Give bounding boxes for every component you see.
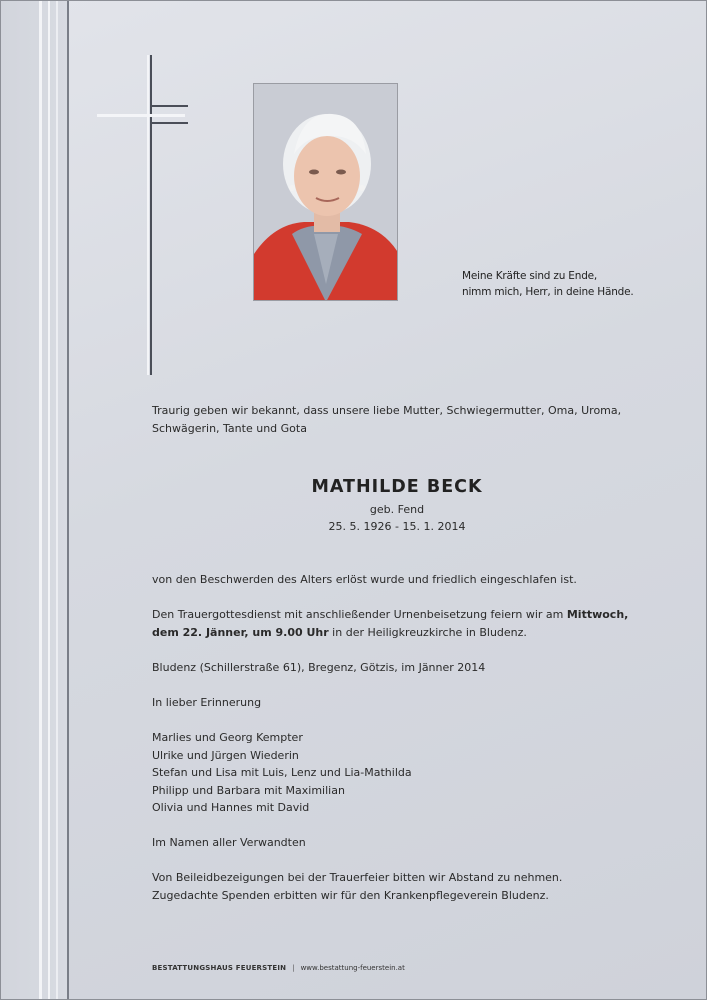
life-dates: 25. 5. 1926 - 15. 1. 2014 — [328, 520, 466, 533]
closing-text — [152, 869, 562, 904]
decorative-stripes — [1, 1, 69, 999]
service-text-part: Den Trauergottesdienst mit anschließender Urnenbeisetzung feiern wir am — [152, 608, 567, 621]
maiden-name: geb. Fend — [369, 503, 425, 516]
closing-line: Zugedachte Spenden erbitten wir für den Krankenpflegeverein Bludenz. — [152, 888, 549, 902]
list-item: Ulrike und Jürgen Wiederin — [152, 748, 299, 762]
stripe — [39, 1, 42, 999]
stripe — [48, 1, 50, 999]
verse — [462, 268, 634, 300]
intro-line: Schwägerin, Tante und Gota — [152, 421, 307, 435]
intro-line: Traurig geben wir bekannt, dass unsere liebe Mutter, Schwiegermutter, Oma, Uroma, — [152, 404, 622, 417]
passing-text: von den Beschwerden des Alters erlöst wurde und friedlich eingeschlafen ist. — [152, 573, 577, 586]
footer-separator: | — [292, 964, 295, 972]
footer — [152, 964, 405, 972]
mourners-list — [152, 729, 412, 817]
list-item: Philipp und Barbara mit Maximilian — [152, 783, 345, 797]
place-date: Bludenz (Schillerstraße 61), Bregenz, Götzis, im Jänner 2014 — [152, 661, 486, 674]
service-day: Mittwoch, — [566, 608, 629, 621]
service-text-part: in der Heiligkreuzkirche in Bludenz. — [328, 625, 527, 639]
service-date-time: dem 22. Jänner, um 9.00 Uhr — [152, 625, 329, 639]
closing-line: Von Beileidbezeigungen bei der Trauerfeier bitten wir Abstand zu nehmen. — [152, 871, 563, 884]
deceased-name: MATHILDE BECK — [311, 477, 483, 497]
portrait-photo — [253, 83, 398, 301]
intro-text — [152, 402, 621, 437]
list-item: Olivia und Hannes mit David — [152, 801, 310, 814]
memory-line: In lieber Erinnerung — [152, 696, 262, 709]
stripe — [56, 1, 58, 999]
stripe-border — [67, 1, 69, 999]
footer-brand: BESTATTUNGSHAUS FEUERSTEIN — [152, 964, 287, 972]
list-item: Marlies und Georg Kempter — [152, 731, 303, 744]
verse-line: nimm mich, Herr, in deine Hände. — [462, 286, 634, 298]
relatives-line: Im Namen aller Verwandten — [152, 836, 306, 849]
list-item: Stefan und Lisa mit Luis, Lenz und Lia-Mathilda — [152, 766, 412, 779]
verse-line: Meine Kräfte sind zu Ende, — [462, 270, 598, 282]
footer-website[interactable]: www.bestattung-feuerstein.at — [300, 964, 405, 972]
service-text — [152, 606, 628, 641]
